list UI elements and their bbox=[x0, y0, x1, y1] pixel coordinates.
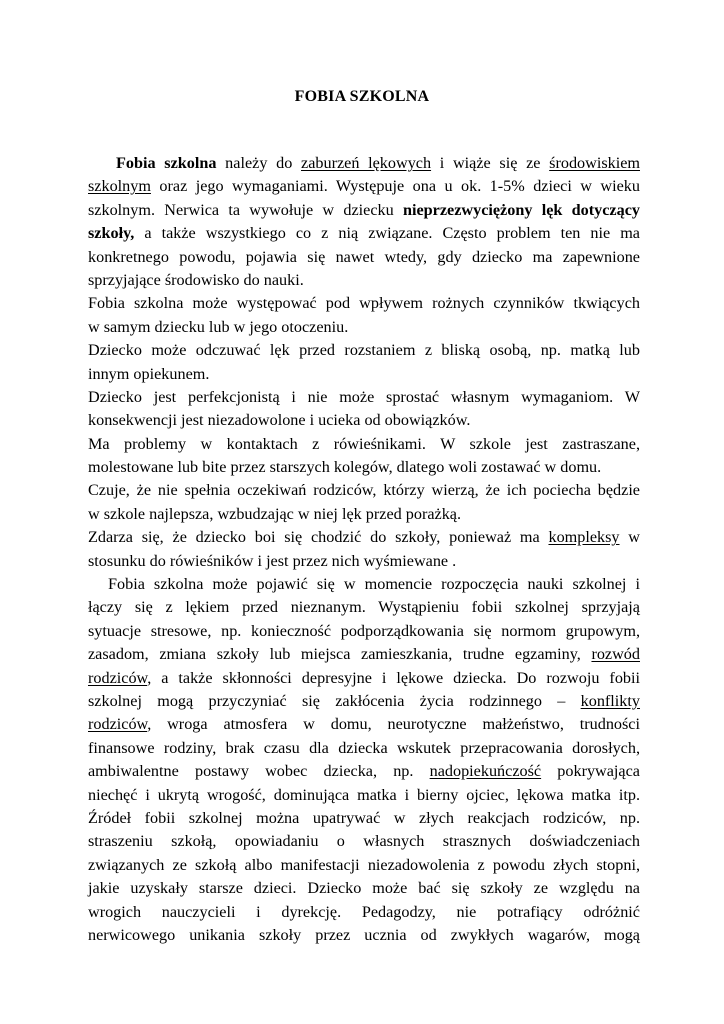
text-segment: oraz jego wymaganiami. Występuje ona u ok. 1-5% dzieci w wieku bbox=[150, 177, 640, 196]
text-line bbox=[88, 737, 640, 760]
text-line bbox=[88, 807, 640, 830]
text-segment: konkretnego powodu, pojawia się nawet wtedy, gdy dziecko ma zapewnione bbox=[88, 247, 640, 266]
text-line bbox=[88, 854, 640, 877]
underlined-term: rodziców bbox=[88, 715, 148, 734]
text-line bbox=[88, 760, 640, 783]
text-line bbox=[88, 713, 640, 736]
bold-text: Fobia szkolna bbox=[116, 154, 217, 172]
text-segment: a także wszystkiego co z nią związane. Często problem ten nie ma bbox=[134, 224, 640, 243]
text-segment: Źródeł fobii szkolnej można upatrywać w złych reakcjach rodziców, np. bbox=[88, 808, 640, 827]
text-line bbox=[88, 620, 640, 643]
text-segment: Fobia szkolna może występować pod wpływem rożnych czynników tkwiących bbox=[88, 294, 640, 313]
text-segment: Ma problemy w kontaktach z rówieśnikami. W szkole jest zastraszane, bbox=[88, 434, 640, 453]
text-segment: konsekwencji jest niezadowolone i ucieka od obowiązków. bbox=[88, 411, 471, 430]
text-line bbox=[88, 784, 640, 807]
text-line bbox=[88, 269, 640, 292]
underlined-term: rodziców bbox=[88, 668, 148, 687]
text-segment: w szkole najlepsza, wzbudzając w niej lęk przed porażką. bbox=[88, 504, 462, 523]
text-segment: stosunku do rówieśników i jest przez nich wyśmiewane . bbox=[88, 551, 457, 570]
underlined-term: środowiskiem bbox=[549, 154, 640, 172]
text-segment: straszeniu szkołą, opowiadaniu o własnych strasznych doświadczeniach bbox=[88, 832, 640, 851]
text-segment: szkolnym. Nerwica ta wywołuje w dziecku bbox=[88, 200, 403, 219]
text-segment: łączy się z lękiem przed nieznanym. Wystąpieniu fobii szkolnej sprzyjają bbox=[88, 598, 640, 617]
text-segment: sytuacje stresowe, np. konieczność podporządkowania się normom grupowym, bbox=[88, 621, 640, 640]
text-line bbox=[88, 690, 640, 713]
text-segment: Dziecko jest perfekcjonistą i nie może sprostać własnym wymaganiom. W bbox=[88, 387, 640, 406]
text-line bbox=[88, 503, 640, 526]
text-line bbox=[88, 456, 640, 479]
text-line bbox=[88, 199, 640, 222]
underlined-term: kompleksy bbox=[548, 528, 620, 547]
text-segment: molestowane lub bite przez starszych kolegów, dlatego woli zostawać w domu. bbox=[88, 458, 602, 477]
text-segment: szkolnej mogą przyczyniać się zakłócenia życia rodzinnego – bbox=[88, 691, 581, 710]
text-line bbox=[88, 596, 640, 619]
text-line bbox=[88, 830, 640, 853]
text-segment: niechęć i ukrytą wrogość, dominująca matka i bierny ojciec, lękowa matka itp. bbox=[88, 785, 640, 804]
text-segment: zasadom, zmiana szkoły lub miejsca zamieszkania, trudne egzaminy, bbox=[88, 645, 592, 664]
text-line bbox=[88, 877, 640, 900]
text-line bbox=[88, 152, 640, 175]
text-line bbox=[88, 901, 640, 924]
text-line bbox=[88, 479, 640, 502]
text-segment: , wroga atmosfera w domu, neurotyczne małżeństwo, trudności bbox=[147, 715, 640, 734]
text-segment: nerwicowego unikania szkoły przez ucznia od zwykłych wagarów, mogą bbox=[88, 925, 640, 944]
text-segment: Fobia szkolna może pojawić się w momencie rozpoczęcia nauki szkolnej i bbox=[108, 575, 640, 594]
text-line bbox=[88, 433, 640, 456]
bold-text: szkoły, bbox=[88, 224, 135, 243]
document-body bbox=[88, 152, 640, 947]
text-segment: wrogich nauczycieli i dyrekcję. Pedagodzy, nie potrafiący odróżnić bbox=[88, 902, 640, 921]
text-segment: związanych ze szkołą albo manifestacji niezadowolenia z powodu złych stopni, bbox=[88, 855, 640, 874]
text-line bbox=[88, 409, 640, 432]
text-segment: finansowe rodziny, brak czasu dla dziecka wskutek przepracowania dorosłych, bbox=[88, 738, 640, 757]
underlined-term: nadopiekuńczość bbox=[429, 762, 542, 781]
text-segment: i wiąże się ze bbox=[431, 154, 550, 172]
text-segment: sprzyjające środowisko do nauki. bbox=[88, 270, 304, 289]
text-segment: Dziecko może odczuwać lęk przed rozstaniem z bliską osobą, np. matką lub bbox=[88, 341, 640, 360]
text-segment: innym opiekunem. bbox=[88, 364, 210, 383]
text-line bbox=[88, 526, 640, 549]
underlined-term: konflikty bbox=[580, 691, 640, 710]
text-line bbox=[88, 924, 640, 947]
text-line bbox=[88, 643, 640, 666]
text-line bbox=[88, 292, 640, 315]
text-line bbox=[88, 246, 640, 269]
text-segment: należy do bbox=[216, 154, 302, 172]
text-line bbox=[88, 175, 640, 198]
text-line bbox=[88, 667, 640, 690]
text-segment: pokrywająca bbox=[541, 762, 640, 781]
text-segment: , a także skłonności depresyjne i lękowe dziecka. Do rozwoju fobii bbox=[147, 668, 640, 687]
underlined-term: szkolnym bbox=[88, 177, 151, 196]
bold-text: nieprzezwyciężony lęk dotyczący bbox=[402, 200, 640, 219]
text-line bbox=[88, 222, 640, 245]
text-segment: ambiwalentne postawy wobec dziecka, np. bbox=[88, 762, 430, 781]
document-title: FOBIA SZKOLNA bbox=[294, 88, 430, 105]
text-segment: Zdarza się, że dziecko boi się chodzić do szkoły, ponieważ ma bbox=[88, 528, 549, 547]
text-segment: w bbox=[619, 528, 640, 547]
text-line bbox=[88, 363, 640, 386]
underlined-term: rozwód bbox=[591, 645, 640, 664]
text-segment: w samym dziecku lub w jego otoczeniu. bbox=[88, 317, 349, 336]
text-line bbox=[88, 386, 640, 409]
text-segment: jakie uzyskały starsze dzieci. Dziecko może bać się szkoły ze względu na bbox=[88, 879, 640, 898]
text-line bbox=[88, 550, 640, 573]
text-line bbox=[88, 316, 640, 339]
text-line bbox=[88, 573, 640, 596]
text-line bbox=[88, 339, 640, 362]
text-segment: Czuje, że nie spełnia oczekiwań rodziców, którzy wierzą, że ich pociecha będzie bbox=[88, 481, 640, 500]
underlined-term: zaburzeń lękowych bbox=[301, 154, 432, 172]
